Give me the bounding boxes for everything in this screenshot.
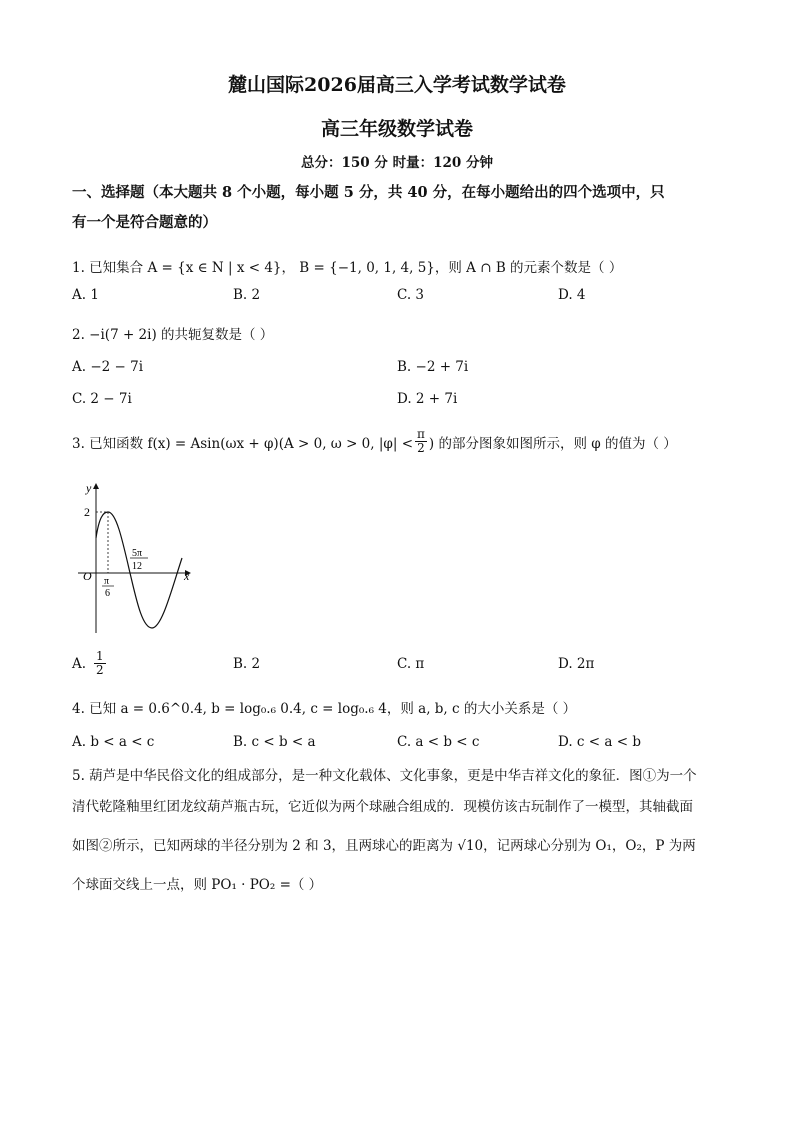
question-5-line4: 个球面交线上一点，则 PO₁ · PO₂ =（ ） — [72, 877, 323, 893]
section-heading-line2: 有一个是符合题意的） — [72, 214, 217, 231]
q4-option-a: A. b < a < c — [72, 734, 155, 750]
q3-option-a-num: 1 — [96, 649, 104, 663]
q1-option-b: B. 2 — [233, 287, 261, 303]
q3-text-post: ) 的部分图象如图所示，则 φ 的值为（ ） — [428, 435, 677, 452]
question-5-line1: 5. 葫芦是中华民俗文化的组成部分，是一种文化载体、文化事象，更是中华吉祥文化的象征．图①为一个 — [72, 768, 697, 784]
section-heading-line1: 一、选择题（本大题共 8 个小题，每小题 5 分，共 40 分，在每小题给出的四个选项中，只 — [72, 184, 665, 201]
sine-graph — [72, 478, 202, 638]
q4-option-b: B. c < b < a — [233, 734, 316, 750]
question-1: 1. 已知集合 A = {x ∈ N | x < 4}， B = {−1, 0, 1, 4, 5}，则 A ∩ B 的元素个数是（ ） — [72, 260, 623, 276]
q1-option-d: D. 4 — [558, 287, 586, 303]
x-tick-5pi12-den: 12 — [132, 561, 142, 572]
q1-option-a: A. 1 — [72, 287, 99, 303]
q4-option-d: D. c < a < b — [558, 734, 641, 750]
q3-fraction-den: 2 — [417, 441, 425, 455]
q3-option-a-fraction — [94, 650, 106, 677]
q2-option-a: A. −2 − 7i — [72, 359, 144, 375]
q3-option-a-den: 2 — [96, 663, 104, 677]
y-axis-label: y — [86, 481, 92, 495]
q1-option-c: C. 3 — [397, 287, 425, 303]
q3-fraction-num: π — [417, 427, 425, 441]
q4-option-c: C. a < b < c — [397, 734, 480, 750]
question-5-line3: 如图②所示，已知两球的半径分别为 2 和 3，且两球心的距离为 √10，记两球心分别为 O₁，O₂，P 为两 — [72, 838, 696, 854]
x-tick-pi6-num: π — [104, 576, 110, 587]
q3-option-b: B. 2 — [233, 656, 261, 672]
q3-option-c: C. π — [397, 656, 425, 672]
page-title: 麓山国际2026届高三入学考试数学试卷 — [228, 74, 566, 96]
q3-option-a — [72, 650, 106, 677]
x-tick-pi6-den: 6 — [105, 588, 110, 599]
q3-text-pre: 3. 已知函数 f(x) = Asin(ωx + φ)(A > 0, ω > 0, |φ| < — [72, 435, 414, 452]
q2-option-d: D. 2 + 7i — [397, 391, 458, 407]
q3-option-a-label: A. — [72, 655, 87, 672]
question-4: 4. 已知 a = 0.6^0.4, b = log₀.₆ 0.4, c = log₀.₆ 4，则 a, b, c 的大小关系是（ ） — [72, 701, 577, 717]
exam-meta: 总分：150 分 时量：120 分钟 — [301, 155, 493, 171]
question-5-line2: 清代乾隆釉里红团龙纹葫芦瓶古玩，它近似为两个球融合组成的．现模仿该古玩制作了一模型，其轴截面 — [72, 799, 693, 815]
origin-label: O — [83, 569, 92, 583]
q3-fraction — [415, 428, 427, 455]
q3-option-d: D. 2π — [558, 656, 595, 672]
question-2: 2. −i(7 + 2i) 的共轭复数是（ ） — [72, 327, 274, 343]
x-axis-label: x — [184, 569, 190, 583]
question-3 — [72, 428, 677, 455]
y-tick-2: 2 — [84, 505, 90, 519]
page-subtitle: 高三年级数学试卷 — [320, 118, 473, 140]
q2-option-c: C. 2 − 7i — [72, 391, 132, 407]
x-tick-5pi12-num: 5π — [132, 548, 143, 559]
q2-option-b: B. −2 + 7i — [397, 359, 469, 375]
